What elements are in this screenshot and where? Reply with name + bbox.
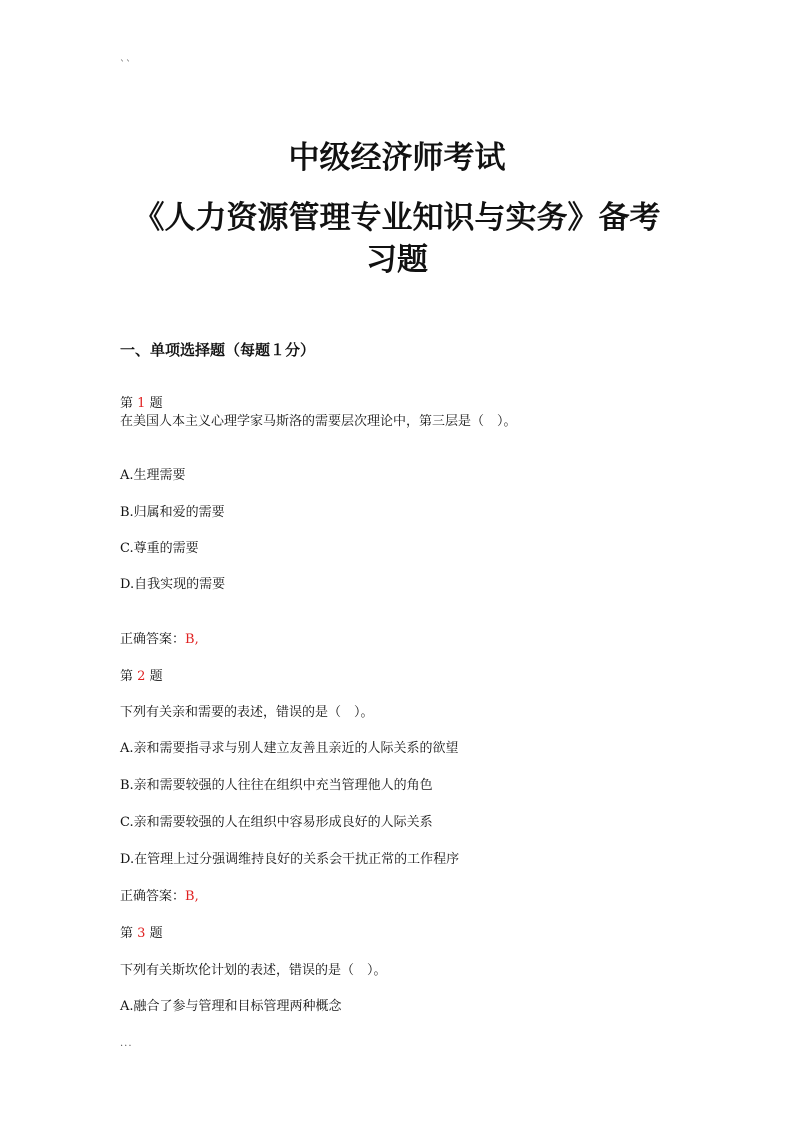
- question-1-label: 第 1 题: [120, 396, 163, 411]
- answer-value: B,: [185, 632, 199, 647]
- question-2-option-a: A.亲和需要指寻求与别人建立友善且亲近的人际关系的欲望: [120, 741, 459, 756]
- section-heading: 一、单项选择题（每题１分）: [120, 341, 316, 359]
- question-number: 1: [137, 396, 146, 411]
- question-2-label: 第 2 题: [120, 669, 163, 684]
- question-2-option-c: C.亲和需要较强的人在组织中容易形成良好的人际关系: [120, 815, 433, 830]
- question-number: 2: [137, 669, 146, 684]
- header-mark: ``: [120, 60, 132, 71]
- question-1-option-d: D.自我实现的需要: [120, 577, 226, 592]
- title-line-3: 习题: [366, 242, 428, 278]
- question-2-option-b: B.亲和需要较强的人往往在组织中充当管理他人的角色: [120, 778, 433, 793]
- question-2-option-d: D.在管理上过分强调维持良好的关系会干扰正常的工作程序: [120, 852, 460, 867]
- title-line-1: 中级经济师考试: [288, 140, 506, 176]
- question-1-option-b: B.归属和爱的需要: [120, 505, 225, 520]
- question-1-option-a: A.生理需要: [120, 468, 186, 483]
- question-1-stem: 在美国人本主义心理学家马斯洛的需要层次理论中，第三层是（ ）。: [120, 414, 517, 429]
- question-1-answer: 正确答案：B,: [120, 632, 199, 647]
- question-2-answer: 正确答案：B,: [120, 889, 199, 904]
- question-3-label: 第 3 题: [120, 926, 163, 941]
- question-3-stem: 下列有关斯坎伦计划的表述，错误的是（ ）。: [120, 963, 387, 978]
- footer-mark: ...: [120, 1038, 133, 1049]
- question-number: 3: [137, 926, 146, 941]
- answer-value: B,: [185, 889, 199, 904]
- question-2-stem: 下列有关亲和需要的表述，错误的是（ ）。: [120, 705, 374, 720]
- title-line-2: 《人力资源管理专业知识与实务》备考: [133, 200, 661, 236]
- question-1-option-c: C.尊重的需要: [120, 541, 199, 556]
- question-3-option-a: A.融合了参与管理和目标管理两种概念: [120, 999, 342, 1014]
